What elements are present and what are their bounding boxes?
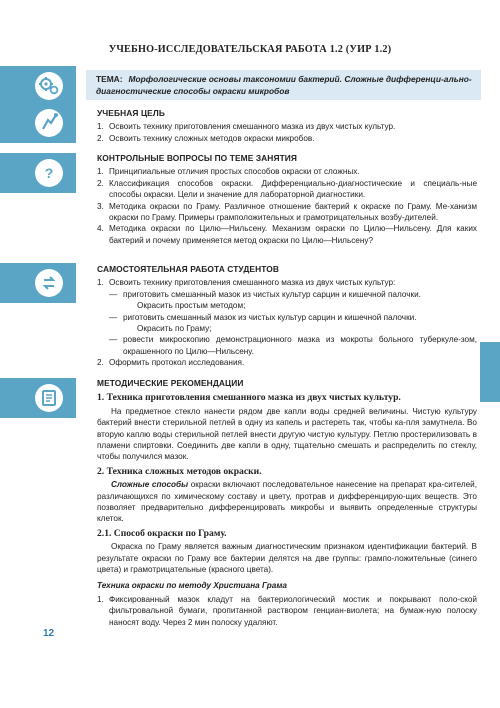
svg-text:?: ? — [44, 165, 54, 181]
questions-heading: КОНТРОЛЬНЫЕ ВОПРОСЫ ПО ТЕМЕ ЗАНЯТИЯ — [97, 153, 298, 163]
list-item: 1. Освоить технику приготовления смешанного мазка из двух чистых культур: — [97, 278, 396, 288]
page-number: 12 — [43, 628, 55, 639]
question-head-icon — [0, 153, 76, 193]
method-2-title: 2. Техника сложных методов окраски. — [97, 465, 262, 477]
method-1-title: 1. Техника приготовления смешанного мазка из двух чистых культур. — [97, 392, 401, 404]
independent-section — [97, 264, 477, 369]
sub-item: — ровести микроскопию демонстрационного мазка из мокроты больного туберкуле-зом, окрашенного по Цилю—Нильсену. — [109, 335, 477, 356]
sub-item: — риготовить смешанный мазок из чистых культур сарцин и кишечной палочки. Окрасить по Граму; — [109, 312, 417, 334]
topic-label: ТЕМА: — [96, 74, 123, 84]
topic-text: Морфологические основы таксономии бактерий. Сложные дифференци-ально-диагностические способы окраски микробов — [96, 74, 472, 96]
topic-gear-icon — [0, 66, 76, 106]
book-icon — [0, 378, 76, 418]
methods-heading: МЕТОДИЧЕСКИЕ РЕКОМЕНДАЦИИ — [97, 378, 244, 388]
goal-hand-icon — [0, 103, 76, 143]
list-item: 2. Оформить протокол исследования. — [97, 358, 245, 368]
list-item: 4. Методика окраски по Цилю—Нильсену. Механизм окраски по Цилю—Нильсену. Для каких бактерий и почему применяется метод окраски по Цилю—Нильсену? — [97, 224, 477, 245]
list-item: 1. Фиксированный мазок кладут на бактериологический мостик и покрывают поло-ской фильтровальной бумаги, пропитанной раствором генциан-виолета; на бумаж-ную полоску наносят воду. Через 2 мин полоску удаляют. — [97, 594, 477, 627]
topic-box — [86, 70, 481, 100]
goal-section — [97, 108, 477, 144]
list-item: 1. Принципиальные отличия простых способов окраски от сложных. — [97, 167, 360, 177]
method-2-text: Сложные способы окраски включают последовательное нанесение на препарат кра-сителей, различающихся по химическому составу и цвету, протрав и дифференцирую-щих веществ. Это позволяет предварительно дифференцировать микробы и выявить определенные структуры клеток. — [97, 480, 477, 524]
method-2-1-title: 2.1. Способ окраски по Граму. — [97, 527, 227, 539]
list-item: 3. Методика окраски по Граму. Различное отношение бактерий к окраске по Граму. Ме-ханизм окраски по Граму. Примеры грамположительных и грамотрицательных возбу-дителей. — [97, 201, 477, 223]
methods-section — [97, 378, 477, 628]
method-2-1-text: Окраска по Граму является важным диагностическим признаком идентификации бактерий. В результате окраски по Граму все бактерии делятся на две группы: грампо-ложительные (синего цвета) и грамотрицательные (красного цвета). — [97, 542, 477, 575]
questions-section — [97, 153, 477, 246]
independent-heading: САМОСТОЯТЕЛЬНАЯ РАБОТА СТУДЕНТОВ — [97, 264, 279, 274]
sub-item: — приготовить смешанный мазок из чистых культур сарцин и кишечной палочки. Окрасить простым методом; — [109, 289, 421, 311]
method-1-text: На предметное стекло нанести рядом две капли воды средней величины. Чистую культуру бактерий внести стерильной петлей в одну из капель и растереть так, чтобы ка-пля замутнела. Во вторую каплю воды стерильной петлей внести другую чистую культуру. Петлю простерилизовать в пламени спиртовки. Соединить две капли в одну, тщательно смешать и распределить по стеклу, чтобы получился мазок. — [97, 406, 477, 462]
technique-title: Техника окраски по методу Христиана Грама — [97, 580, 287, 590]
goal-heading: УЧЕБНАЯ ЦЕЛЬ — [97, 108, 165, 118]
list-item: 2. Освоить технику сложных методов окраски микробов. — [97, 133, 315, 143]
chapter-tab — [480, 342, 500, 402]
running-title: УЧЕБНО-ИССЛЕДОВАТЕЛЬСКАЯ РАБОТА 1.2 (УИР 1.2) — [108, 44, 392, 55]
list-item: 2. Классификация способов окраски. Дифференциально-диагностические и специаль-ные способы окраски. Цели и значение для лабораторной диагностики. — [97, 178, 477, 200]
list-item: 1. Освоить технику приготовления смешанного мазка из двух чистых культур. — [97, 122, 396, 132]
independent-work-icon — [0, 263, 76, 303]
